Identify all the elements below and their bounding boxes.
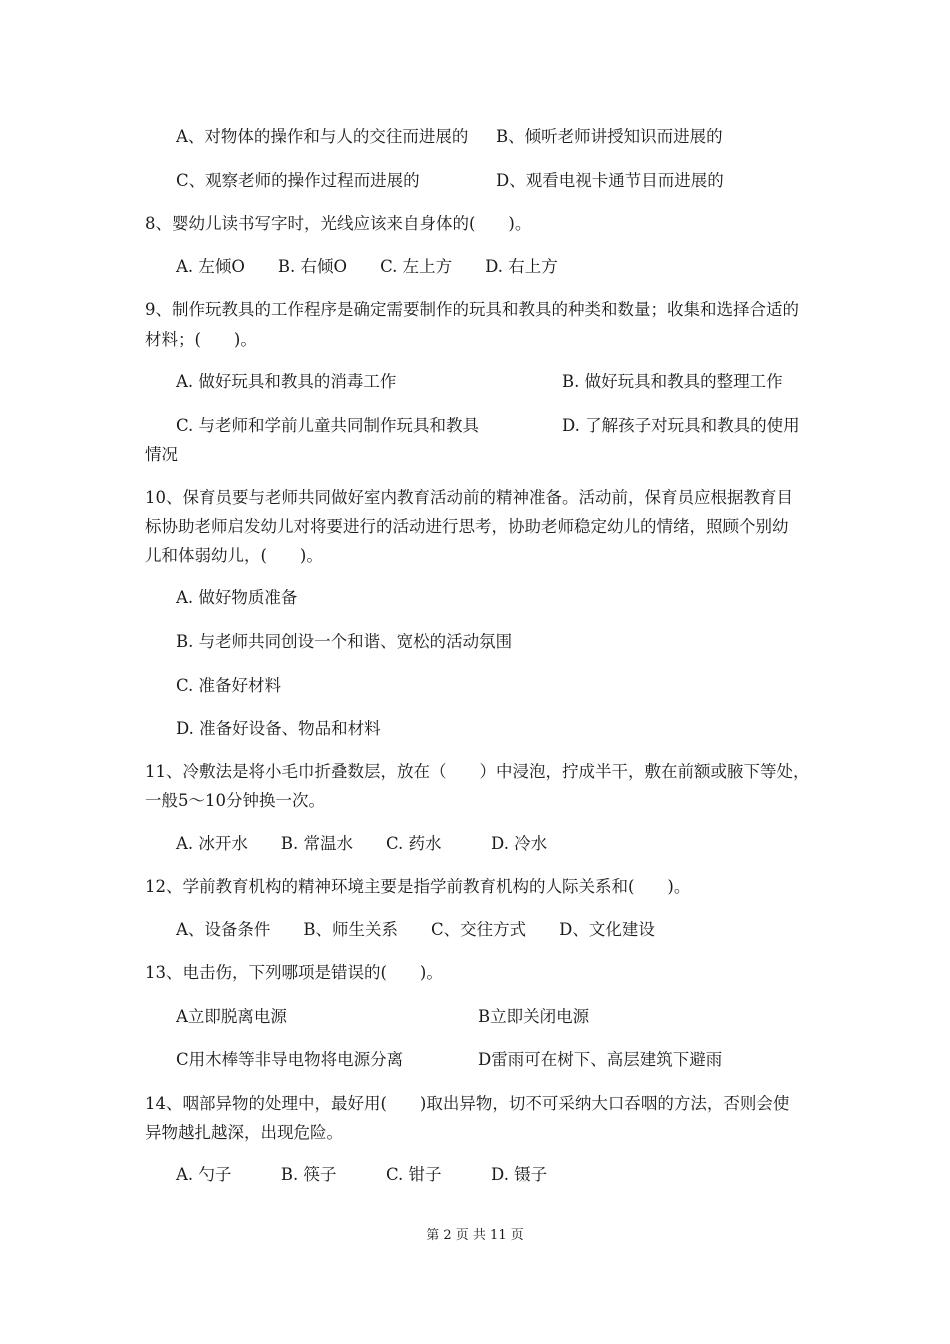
- q9-option-a: A. 做好玩具和教具的消毒工作: [176, 372, 397, 391]
- q13-option-b: B立即关闭电源: [478, 1007, 590, 1026]
- q11-stem-line-1: 11、冷敷法是将小毛巾折叠数层，放在（ ）中浸泡，拧成半干，敷在前额或腋下等处，: [145, 762, 810, 781]
- q10-stem-line-3: 儿和体弱幼儿，( )。: [145, 546, 323, 565]
- q10-option-b: B. 与老师共同创设一个和谐、宽松的活动氛围: [176, 632, 513, 651]
- q10-stem-line-2: 标协助老师启发幼儿对将要进行的活动进行思考，协助老师稳定幼儿的情绪，照顾个别幼: [145, 517, 789, 536]
- q10-option-d: D. 准备好设备、物品和材料: [176, 719, 381, 738]
- q11-stem-line-2: 一般5～10分钟换一次。: [145, 791, 325, 810]
- q13-option-d: D雷雨可在树下、高层建筑下避雨: [478, 1050, 723, 1069]
- q14-stem-line-1: 14、咽部异物的处理中，最好用( )取出异物，切不可采纳大口吞咽的方法，否则会使: [145, 1094, 790, 1113]
- page-footer: 第 2 页 共 11 页: [426, 1228, 524, 1243]
- q10-stem-line-1: 10、保育员要与老师共同做好室内教育活动前的精神准备。活动前，保育员应根据教育目: [145, 488, 793, 507]
- q8-stem: 8、婴幼儿读书写字时，光线应该来自身体的( )。: [145, 214, 532, 233]
- q9-stem-line-1: 9、制作玩教具的工作程序是确定需要制作的玩具和教具的种类和数量；收集和选择合适的: [145, 300, 799, 319]
- q12-options: A、设备条件 B、师生关系 C、交往方式 D、文化建设: [176, 920, 655, 939]
- q7-option-b: B、倾听老师讲授知识而进展的: [496, 127, 723, 146]
- q11-options: A. 冰开水 B. 常温水 C. 药水 D. 冷水: [176, 834, 548, 853]
- q13-option-a: A立即脱离电源: [176, 1007, 287, 1026]
- q9-option-d-continued: 情况: [145, 445, 178, 464]
- q9-option-c: C. 与老师和学前儿童共同制作玩具和教具: [176, 416, 480, 435]
- q14-stem-line-2: 异物越扎越深，出现危险。: [145, 1123, 343, 1142]
- q10-option-a: A. 做好物质准备: [176, 588, 298, 607]
- q12-stem: 12、学前教育机构的精神环境主要是指学前教育机构的人际关系和( )。: [145, 877, 691, 896]
- q10-option-c: C. 准备好材料: [176, 676, 282, 695]
- q8-options: A. 左倾O B. 右倾O C. 左上方 D. 右上方: [176, 257, 558, 276]
- q14-options: A. 勺子 B. 筷子 C. 钳子 D. 镊子: [176, 1165, 548, 1184]
- q9-option-b: B. 做好玩具和教具的整理工作: [562, 372, 783, 391]
- q7-option-a: A、对物体的操作和与人的交往而进展的: [176, 127, 469, 146]
- q9-stem-line-2: 材料；( )。: [145, 330, 257, 349]
- q13-option-c: C用木棒等非导电物将电源分离: [176, 1050, 404, 1069]
- q7-option-d: D、观看电视卡通节目而进展的: [496, 171, 724, 190]
- q13-stem: 13、电击伤，下列哪项是错误的( )。: [145, 963, 443, 982]
- q7-option-c: C、观察老师的操作过程而进展的: [176, 171, 420, 190]
- q9-option-d: D. 了解孩子对玩具和教具的使用: [562, 416, 800, 435]
